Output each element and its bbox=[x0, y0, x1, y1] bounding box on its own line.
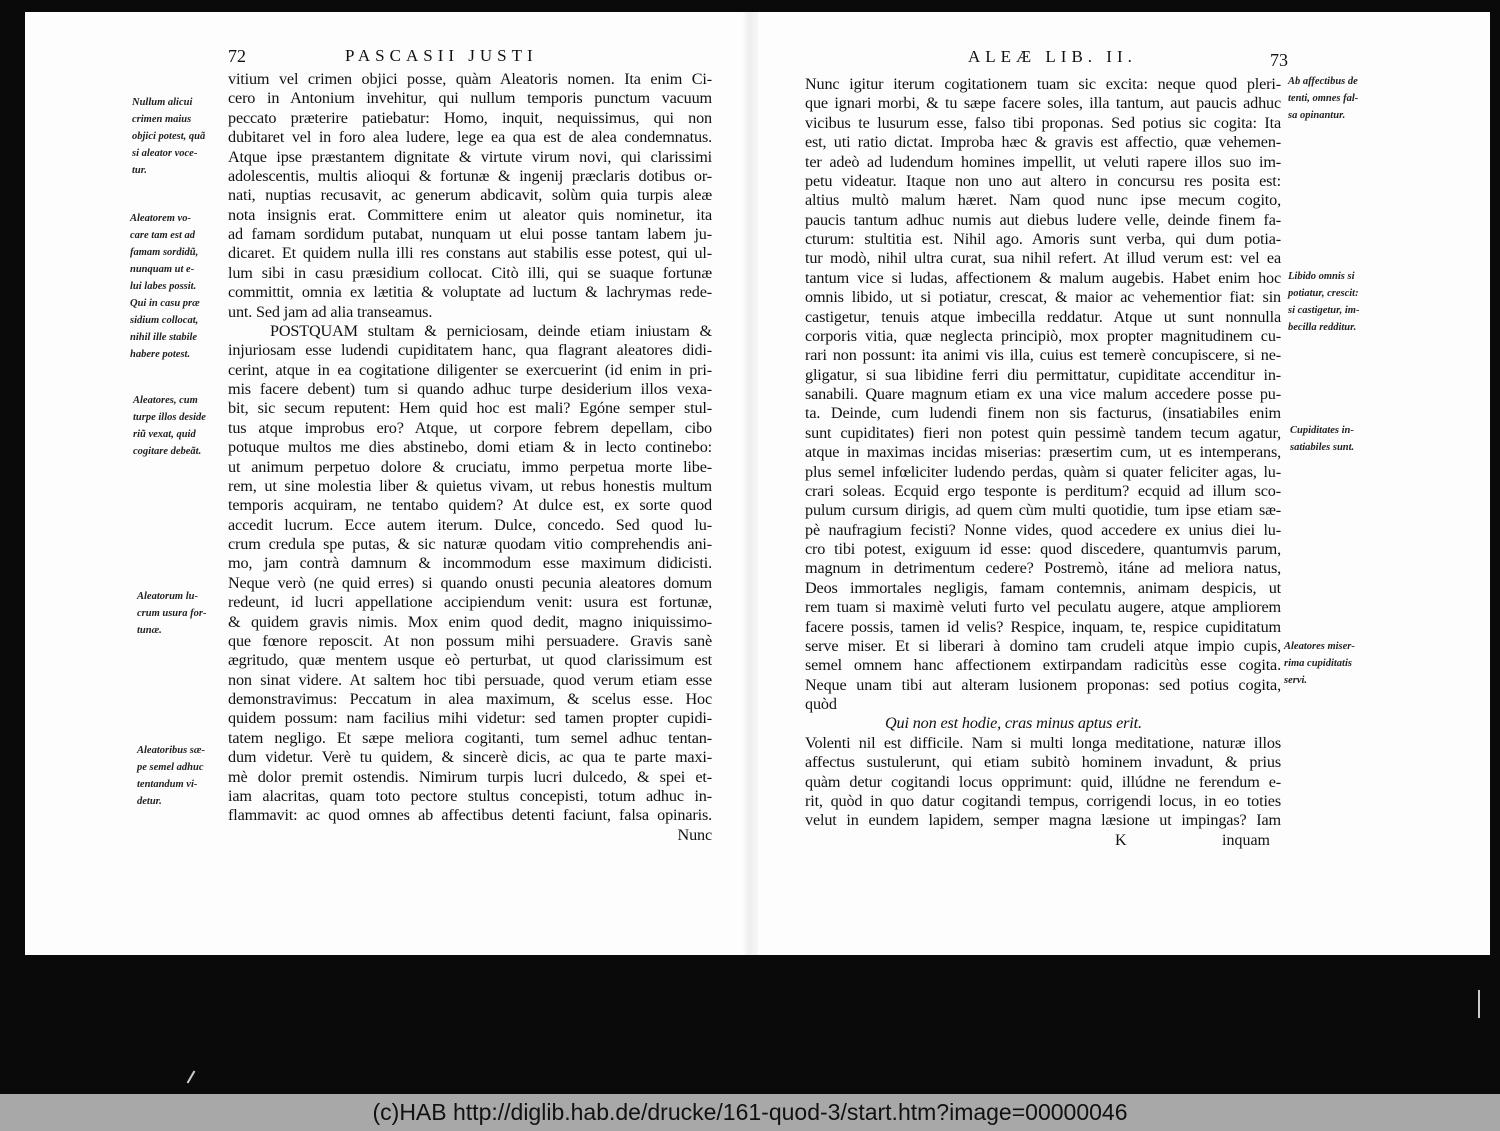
text-line: Nunc bbox=[677, 825, 712, 844]
text-line: tantum vice si ludas, affectionem & malum augebis. Habet enim hoc bbox=[805, 268, 1281, 287]
text-line: cero in Antonium invehitur, qui nullum temporis punctum vacuum bbox=[228, 89, 712, 108]
marginal-note-line: nihil ille stabile bbox=[130, 332, 198, 343]
left-page-body bbox=[228, 70, 712, 845]
text-line: pulum cursum dirigis, ad quem cùm multi quotidie, tum ipse etiam sæ- bbox=[805, 501, 1281, 520]
text-line: lum sibi in casu præsidium collocat. Citò illi, qui se suaque fortunæ bbox=[228, 263, 712, 282]
text-line: Atque ipse præstantem dignitate & virtute virum novi, qui clarissimi bbox=[228, 147, 712, 166]
book-gutter bbox=[742, 12, 758, 955]
text-line: committit, omnia ex lætitia & voluptate ad luctum & lachrymas rede- bbox=[228, 283, 712, 302]
text-line: Nunc igitur iterum cogitationem tuam sic excita: neque quod pleri- bbox=[805, 75, 1281, 93]
text-line: ta. Deinde, cum ludendi finem non sis facturus, (insatiabiles enim bbox=[805, 404, 1281, 423]
text-line: gligatur, si sua libidine ferri diu permittatur, cupiditate accenditur in- bbox=[805, 365, 1281, 384]
text-line: facere possis, tamen id velis? Respice, inquam, te, respice cupiditatum bbox=[805, 617, 1281, 636]
text-line: nota insignis erat. Committere enim ut aleator quis nominetur, ita bbox=[228, 205, 712, 224]
text-line: bit, sic secum reputent: Hem quid hoc est mali? Egóne semper stul- bbox=[228, 399, 712, 418]
text-line: dicaret. Et quidem nulla illi res constans aut stabilis esse potest, qui ul- bbox=[228, 244, 712, 263]
marginal-note bbox=[1290, 422, 1354, 456]
text-line: cerint, atque in ea cogitatione diligenter se exercuerint (id enim in pri- bbox=[228, 360, 712, 379]
catchword: inquam bbox=[1222, 832, 1270, 849]
text-line: altius multò malum hæret. Nam quod nunc ipse mecum cogito, bbox=[805, 191, 1281, 210]
text-line: potuque multos me dies abstinebo, domi etiam & in lecto continebo: bbox=[228, 438, 712, 457]
text-line: tatem negligo. Et sæpe meliora cogitanti, tum semel adhuc tentan- bbox=[228, 728, 712, 747]
marginal-note bbox=[137, 742, 227, 810]
text-line: paucis tantum adhuc numis aut diebus ludere velle, deinde finem fa- bbox=[805, 210, 1281, 229]
copyright-banner: (c)HAB http://diglib.hab.de/drucke/161-quod-3/start.htm?image=00000046 bbox=[0, 1094, 1500, 1131]
marginal-note-line: Aleatores miser- bbox=[1284, 641, 1355, 652]
marginal-note-line: pe semel adhuc bbox=[137, 762, 204, 773]
marginal-note-line: Qui in casu præ bbox=[130, 298, 200, 309]
text-line: ad famam sordidum putabat, nunquam ut elui posse tantam labem ju- bbox=[228, 225, 712, 243]
marginal-note-line: servi. bbox=[1284, 675, 1308, 686]
marginal-note bbox=[133, 392, 227, 460]
marginal-note-line: detur. bbox=[137, 796, 162, 807]
text-line: velut in eundem lapidem, semper magna læsione ut impingas? Iam bbox=[805, 811, 1281, 830]
text-line: que ignari morbi, & tu sæpe facere soles, illa tantum, aut paucis adhuc bbox=[805, 94, 1281, 113]
text-line: temporis acquiram, ne tentabo quidem? At dulce est, ex sorte quod bbox=[228, 496, 712, 515]
text-line: mis facere debent) tum si quando adhuc turpe desiderium illos vexa- bbox=[228, 380, 712, 398]
text-line: petu videatur. Itaque non uno aut altero in concursu res posita est: bbox=[805, 171, 1281, 190]
text-line: Neque unam tibi aut alteram lusionem proponas: sed potius cogita, bbox=[805, 675, 1281, 694]
text-line: semel omnem hanc affectionem extirpandam radicitùs esse cogita. bbox=[805, 656, 1281, 675]
left-page-number: 72 bbox=[228, 46, 246, 66]
marginal-note-line: sa opinantur. bbox=[1288, 110, 1346, 121]
left-running-head: PASCASII JUSTI bbox=[345, 46, 538, 65]
text-line: adolescentis, multis alioqui & fortunæ & ingenij præclaris dotibus or- bbox=[228, 166, 712, 185]
text-line: rem, ut sine molestia liber & quietus vivam, ut rebus honestis multum bbox=[228, 476, 712, 495]
marginal-note bbox=[130, 210, 224, 363]
text-line: mè dolor premit ostendis. Nimirum turpis lucri dulcedo, & spei et- bbox=[228, 767, 712, 786]
marginal-note-line: Nullum alicui bbox=[132, 97, 193, 108]
text-line: demonstravimus: Peccatum in alea maximum, & scelus esse. Hoc bbox=[228, 690, 712, 708]
text-line: omnis libido, ut si potiatur, crescat, & maior ac vehementior fiat: sin bbox=[805, 288, 1281, 307]
marginal-note-line: rima cupiditatis bbox=[1284, 658, 1352, 669]
marginal-note-line: sidium collocat, bbox=[130, 315, 199, 326]
text-line: accedit lucrum. Ecce autem iterum. Dulce, concedo. Sed quod lu- bbox=[228, 515, 712, 534]
marginal-note-line: turpe illos deside bbox=[133, 412, 206, 423]
text-line: affectus sustulerunt, qui etiam subitò hominem invadunt, & prius bbox=[805, 753, 1281, 772]
marginal-note-line: habere potest. bbox=[130, 349, 191, 360]
marginal-note-line: lui labes possit. bbox=[130, 281, 197, 292]
signature-mark: K bbox=[1115, 832, 1127, 849]
marginal-note bbox=[1288, 73, 1358, 124]
marginal-note-line: Cupiditates in- bbox=[1290, 425, 1354, 436]
text-line: que fœnore reposcit. At non possum mihi persuadere. Gravis sanè bbox=[228, 631, 712, 650]
text-line: sunt cupiditates) fieri non potest quin pessimè tandem tecum agatur, bbox=[805, 423, 1281, 442]
text-line: serve miser. Et si liberari à domino tam crudeli atque impio cupis, bbox=[805, 636, 1281, 655]
marginal-note bbox=[1288, 268, 1359, 336]
text-line: vicibus te lusurum esse, falso tibi proponas. Sed potius sic cogita: Ita bbox=[805, 113, 1281, 132]
text-line: injuriosam esse ludendi cupiditatem hanc, qua flagrant aleatores didi- bbox=[228, 341, 712, 360]
marginal-note-line: Libido omnis si bbox=[1288, 271, 1355, 282]
marginal-note-line: potiatur, crescit: bbox=[1288, 288, 1359, 299]
text-line: peccato præterire patiebatur: Homo, inquit, nequissimus, qui non bbox=[228, 108, 712, 127]
text-line: magnum in detrimentum cedere? Postremò, itáne ad meliora natus, bbox=[805, 559, 1281, 578]
marginal-note-line: riũ vexat, quid bbox=[133, 429, 196, 440]
text-line: POSTQUAM stultam & perniciosam, deinde etiam iniustam & bbox=[270, 321, 712, 340]
text-line: est, uti ratio dictat. Improba hæc & gravis est affectio, quæ vehemen- bbox=[805, 133, 1281, 152]
marginal-note-line: care tam est ad bbox=[130, 230, 196, 241]
text-line: castigetur, tenuis atque imbecilla reddatur. Atque ut sunt nonnulla bbox=[805, 307, 1281, 326]
text-line: quòd bbox=[805, 695, 837, 713]
text-line: non sinat videre. At saltem hoc tibi persuade, quod verum etiam esse bbox=[228, 670, 712, 689]
text-line: unt. Sed jam ad alia transeamus. bbox=[228, 302, 433, 321]
text-line: Deos immortales negligis, famam contemnis, animam despicis, ut bbox=[805, 578, 1281, 597]
text-line: mo, jam contrà damnum & incommodum esse maximum didicisti. bbox=[228, 554, 712, 573]
text-line: vitium vel crimen objici posse, quàm Aleatoris nomen. Ita enim Ci- bbox=[228, 70, 712, 88]
text-line: nati, nuptias recusavit, ac generum abdicavit, solùm quia turpis aleæ bbox=[228, 186, 712, 205]
text-line: cro tibi potest, exiguum id esse: quod discedere, quantumvis parum, bbox=[805, 540, 1281, 558]
text-line: ter adeò ad ludendum homines impellit, ut veluti rapere illos suo im- bbox=[805, 152, 1281, 171]
marginal-note-line: crimen maius bbox=[132, 114, 192, 125]
marginal-note-line: tenti, omnes fal- bbox=[1288, 93, 1359, 104]
text-line: iam alacritas, quam toto pectore stultus concepisti, totum adhuc in- bbox=[228, 786, 712, 805]
scan-artifact bbox=[1478, 990, 1480, 1018]
marginal-note-line: tentandum vi- bbox=[137, 779, 198, 790]
marginal-note-line: objici potest, quã bbox=[132, 131, 206, 142]
marginal-note-line: Aleatorum lu- bbox=[137, 591, 198, 602]
marginal-note bbox=[1284, 638, 1355, 689]
text-line: quidem possum: nam facilius mihi videtur: sed tamen propter cupidi- bbox=[228, 709, 712, 728]
marginal-note-line: Ab affectibus de bbox=[1288, 76, 1358, 87]
text-line: dum videtur. Verè tu quidem, & sincerè dicis, ac qua te parte maxi- bbox=[228, 748, 712, 767]
marginal-note bbox=[137, 588, 227, 639]
marginal-note-line: Aleatorem vo- bbox=[130, 213, 191, 224]
marginal-note-line: cogitare debeãt. bbox=[133, 446, 202, 457]
marginal-note-line: nunquam ut e- bbox=[130, 264, 195, 275]
right-running-head: ALEÆ LIB. II. bbox=[968, 47, 1137, 66]
marginal-note-line: si aleator voce- bbox=[132, 148, 198, 159]
text-line: sanabili. Quare magnum etiam ex una vice malum accedere posse pu- bbox=[805, 385, 1281, 403]
right-page-number: 73 bbox=[1270, 50, 1288, 70]
text-line: Volenti nil est difficile. Nam si multi longa meditatione, naturæ illos bbox=[805, 733, 1281, 752]
marginal-note-line: Aleatoribus sæ- bbox=[137, 745, 205, 756]
text-line: corporis vitia, quæ neglecta principiò, mox propter magnitudinem cu- bbox=[805, 326, 1281, 345]
text-line: atque in maximas incidas miserias: præsertim cum, ut es intemperans, bbox=[805, 443, 1281, 462]
text-line: & quidem gravis nimis. Mox enim quod dedit, magno iniquissimo- bbox=[228, 612, 712, 631]
text-line: rit, quòd in quo datur cogitandi tempus, corrigendi locus, in eo toties bbox=[805, 791, 1281, 810]
text-line: redeunt, id lucri appellatione accipiendum venit: usura est fortunæ, bbox=[228, 593, 712, 612]
marginal-note-line: satiabiles sunt. bbox=[1290, 442, 1355, 453]
text-line: rari non possunt: ita animi vis illa, cuius est temerè concupiscere, si ne- bbox=[805, 346, 1281, 365]
text-line: crari soleas. Ecquid ergo tesponte is perditum? ecquid ad illum sco- bbox=[805, 481, 1281, 500]
scan-artifact bbox=[187, 1070, 196, 1083]
text-line: tus atque improbus ero? Atque, ut corpore febrem depellam, cibo bbox=[228, 418, 712, 437]
text-line: ut animum perpetuo dolore & cruciatu, immo perpetua morte libe- bbox=[228, 457, 712, 476]
text-line: ægritudo, quæ mentem usque eò perturbat, ut quod clarissimum est bbox=[228, 651, 712, 670]
marginal-note-line: Aleatores, cum bbox=[133, 395, 198, 406]
marginal-note bbox=[132, 94, 224, 179]
marginal-note-line: tur. bbox=[132, 165, 147, 176]
marginal-note-line: tunæ. bbox=[137, 625, 162, 636]
text-line: plus semel infœliciter ludendo perdas, quàm si quater feliciter agas, lu- bbox=[805, 462, 1281, 481]
text-line: Neque verò (ne quid erres) si quando onusti pecunia aleatores domum bbox=[228, 573, 712, 592]
text-line: dubitaret vel in foro alea ludere, lege ea qua est de alea condemnatus. bbox=[228, 128, 712, 147]
text-line: quàm detur cogitandi locus opprimunt: quid, illúdne ne ferendum e- bbox=[805, 772, 1281, 791]
marginal-note-line: crum usura for- bbox=[137, 608, 207, 619]
marginal-note-line: famam sordidũ, bbox=[130, 247, 199, 258]
text-line: pè naufragium fecisti? Nonne vides, quod accedere ex unius diei lu- bbox=[805, 520, 1281, 539]
marginal-note-line: becilla redditur. bbox=[1288, 322, 1357, 333]
text-line: Qui non est hodie, cras minus aptus erit. bbox=[885, 714, 1142, 733]
text-line: tur modò, nihil ultra curat, sua nihil refert. At illud verum est: vel ea bbox=[805, 249, 1281, 268]
right-page-body bbox=[805, 75, 1281, 831]
text-line: flammavit: ac quod omnes ab affectibus detenti faciunt, falsa opinaris. bbox=[228, 806, 712, 825]
text-line: crum credula spe putas, & sic naturæ quodam vitio comprehendis ani- bbox=[228, 535, 712, 553]
marginal-note-line: si castigetur, im- bbox=[1288, 305, 1360, 316]
text-line: cturum: stultitia est. Nihil ago. Amoris sunt verba, qui dum potia- bbox=[805, 230, 1281, 248]
text-line: rem tuam si maximè veluti furto vel peculatu augere, atque ampliorem bbox=[805, 598, 1281, 617]
